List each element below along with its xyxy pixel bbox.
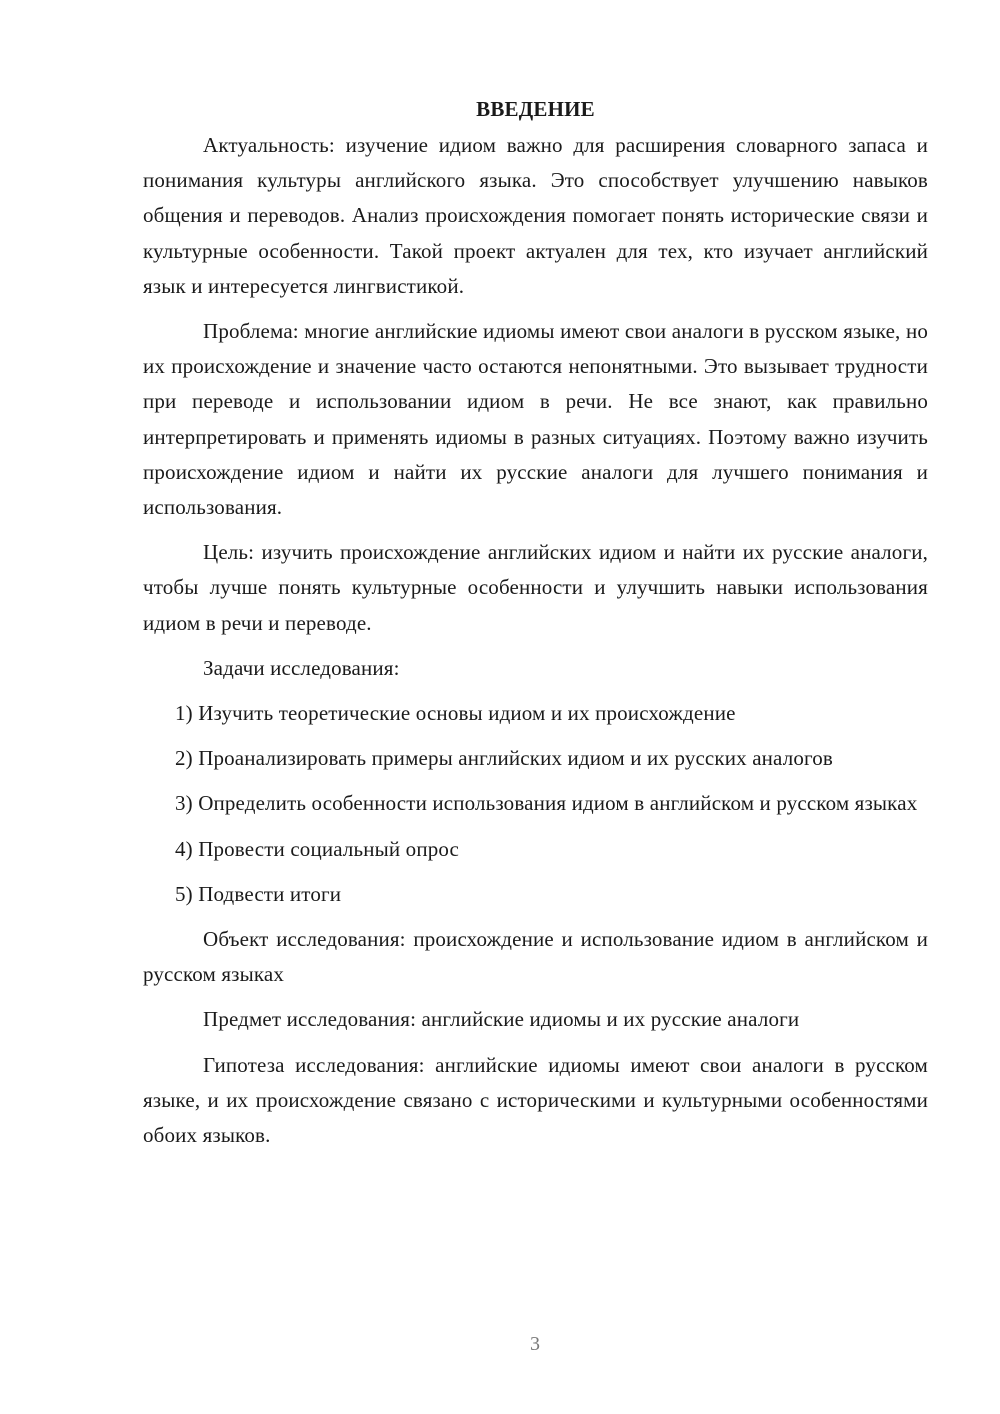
task-item-1: 1) Изучить теоретические основы идиом и их происхождение (175, 701, 736, 726)
subject-paragraph: Предмет исследования: английские идиомы и их русские аналоги (203, 1007, 800, 1032)
task-item-2: 2) Проанализировать примеры английских идиом и их русских аналогов (175, 746, 833, 771)
problem-paragraph: Проблема: многие английские идиомы имеют свои аналоги в русском языке, но их происхождение и значение часто остаются непонятными. Это вызывает трудности при переводе и использовании идиом в речи. Не все знают, как правильно интерпретировать и применять идиомы в разных ситуациях. Поэтому важно изучить происхождение идиом и найти их русские аналоги для лучшего понимания и использования. (143, 319, 928, 520)
goal-paragraph: Цель: изучить происхождение английских идиом и найти их русские аналоги, чтобы лучше понять культурные особенности и улучшить навыки использования идиом в речи и переводе. (143, 540, 928, 635)
hypothesis-paragraph: Гипотеза исследования: английские идиомы имеют свои аналоги в русском языке, и их происхождение связано с историческими и культурными особенностями обоих языков. (143, 1052, 928, 1148)
task-item-3: 3) Определить особенности использования идиом в английском и русском языках (175, 791, 918, 816)
relevance-paragraph: Актуальность: изучение идиом важно для расширения словарного запаса и понимания культуры английского языка. Это способствует улучшению навыков общения и переводов. Анализ происхождения помогает понять исторические связи и культурные особенности. Такой проект актуален для тех, кто изучает английский язык и интересуется лингвистикой. (143, 133, 928, 298)
section-title: ВВЕДЕНИЕ (476, 97, 595, 121)
tasks-heading: Задачи исследования: (203, 655, 400, 680)
page-number: 3 (530, 1333, 540, 1355)
document-page (143, 92, 928, 1163)
task-item-5: 5) Подвести итоги (175, 881, 342, 906)
task-item-4: 4) Провести социальный опрос (175, 836, 460, 861)
object-paragraph: Объект исследования: происхождение и использование идиом в английском и русском языках (143, 927, 928, 987)
